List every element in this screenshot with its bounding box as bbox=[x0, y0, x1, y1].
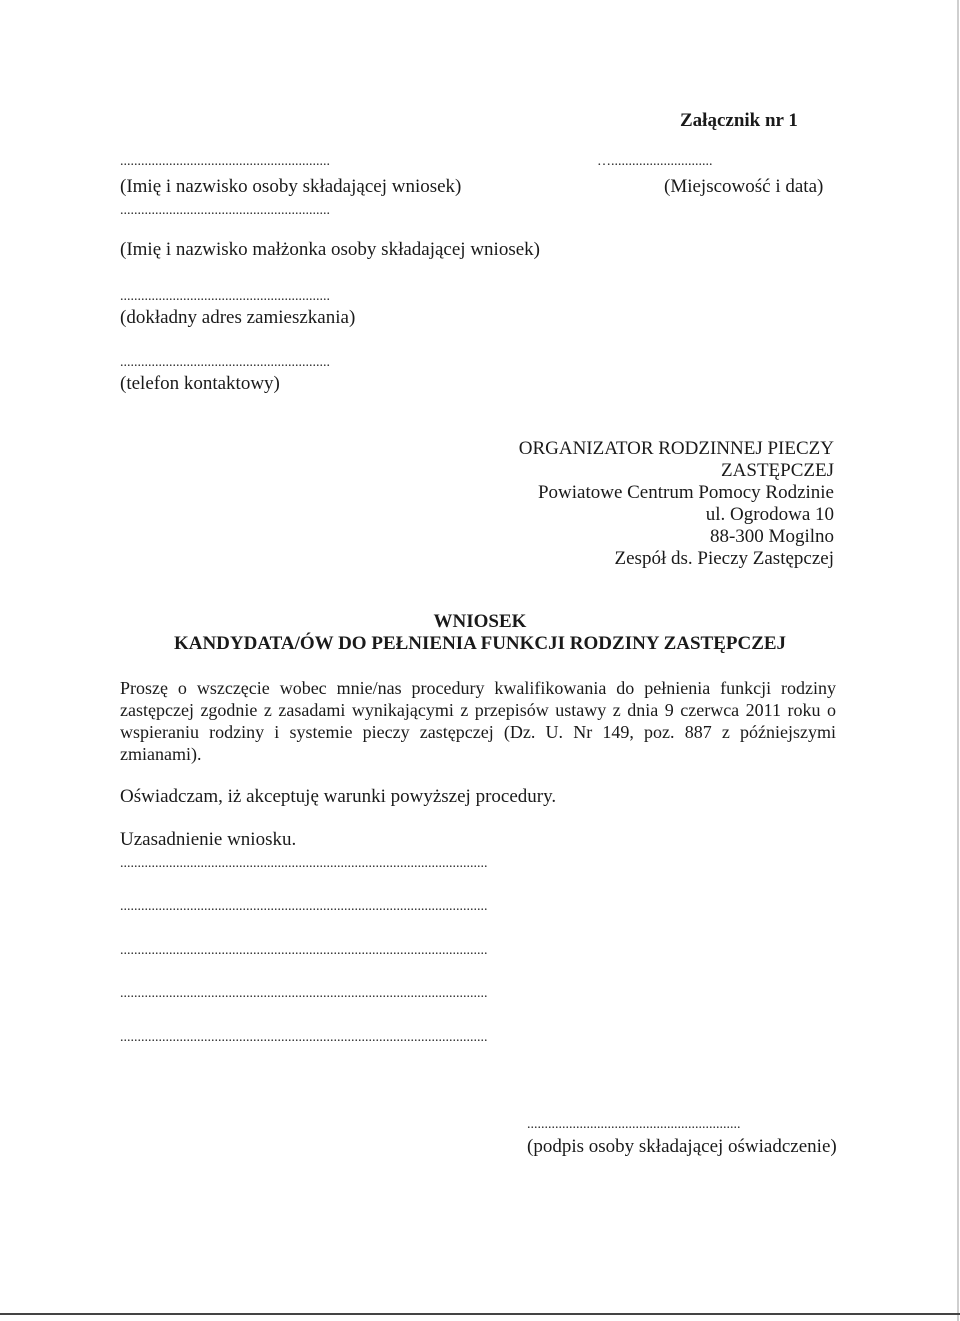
spouse-name-field[interactable]: ............................................................ bbox=[120, 203, 330, 218]
page-edge-right bbox=[957, 0, 959, 1321]
document-subtitle: KANDYDATA/ÓW DO PEŁNIENIA FUNKCJI RODZINY ZASTĘPCZEJ bbox=[173, 633, 787, 654]
justification-label: Uzasadnienie wniosku. bbox=[120, 829, 297, 850]
applicant-name-field[interactable]: ............................................................ bbox=[120, 154, 330, 169]
applicant-name-label: (Imię i nazwisko osoby składającej wniosek) bbox=[120, 176, 462, 197]
recipient-line-3: Powiatowe Centrum Pomocy Rodzinie bbox=[537, 482, 834, 503]
declaration-text: Oświadczam, iż akceptuję warunki powyższej procedury. bbox=[120, 786, 557, 807]
recipient-line-4: ul. Ogrodowa 10 bbox=[705, 504, 834, 525]
justification-line[interactable]: ......................................................................................................... bbox=[120, 1030, 488, 1045]
justification-line[interactable]: ......................................................................................................... bbox=[120, 899, 488, 914]
address-label: (dokładny adres zamieszkania) bbox=[120, 307, 356, 328]
signature-field[interactable]: ............................................................. bbox=[527, 1117, 741, 1132]
attachment-number: Załącznik nr 1 bbox=[680, 110, 798, 131]
address-field[interactable]: ............................................................ bbox=[120, 289, 330, 304]
page-edge-bottom bbox=[0, 1313, 960, 1315]
justification-line[interactable]: ......................................................................................................... bbox=[120, 986, 488, 1001]
signature-label: (podpis osoby składającej oświadczenie) bbox=[527, 1136, 837, 1157]
recipient-line-6: Zespół ds. Pieczy Zastępczej bbox=[614, 548, 834, 569]
justification-line[interactable]: ......................................................................................................... bbox=[120, 856, 488, 871]
spouse-name-label: (Imię i nazwisko małżonka osoby składającej wniosek) bbox=[120, 239, 540, 260]
recipient-line-2: ZASTĘPCZEJ bbox=[721, 460, 834, 481]
phone-label: (telefon kontaktowy) bbox=[120, 373, 280, 394]
recipient-line-5: 88-300 Mogilno bbox=[709, 526, 834, 547]
place-date-label: (Miejscowość i data) bbox=[664, 176, 824, 197]
phone-field[interactable]: ............................................................ bbox=[120, 355, 330, 370]
place-date-field[interactable]: …............................. bbox=[597, 154, 713, 169]
request-paragraph: Proszę o wszczęcie wobec mnie/nas procedury kwalifikowania do pełnienia funkcji rodziny zastępczej zgodnie z zasadami wynikającymi z przepisów ustawy z dnia 9 czerwca 2011 roku o wspieraniu rodziny i systemie pieczy zastępczej (Dz. U. Nr 149, poz. 887 z późniejszymi zmianami). bbox=[120, 678, 836, 764]
recipient-line-1: ORGANIZATOR RODZINNEJ PIECZY bbox=[518, 438, 834, 459]
document-title: WNIOSEK bbox=[433, 611, 527, 632]
justification-line[interactable]: ......................................................................................................... bbox=[120, 943, 488, 958]
